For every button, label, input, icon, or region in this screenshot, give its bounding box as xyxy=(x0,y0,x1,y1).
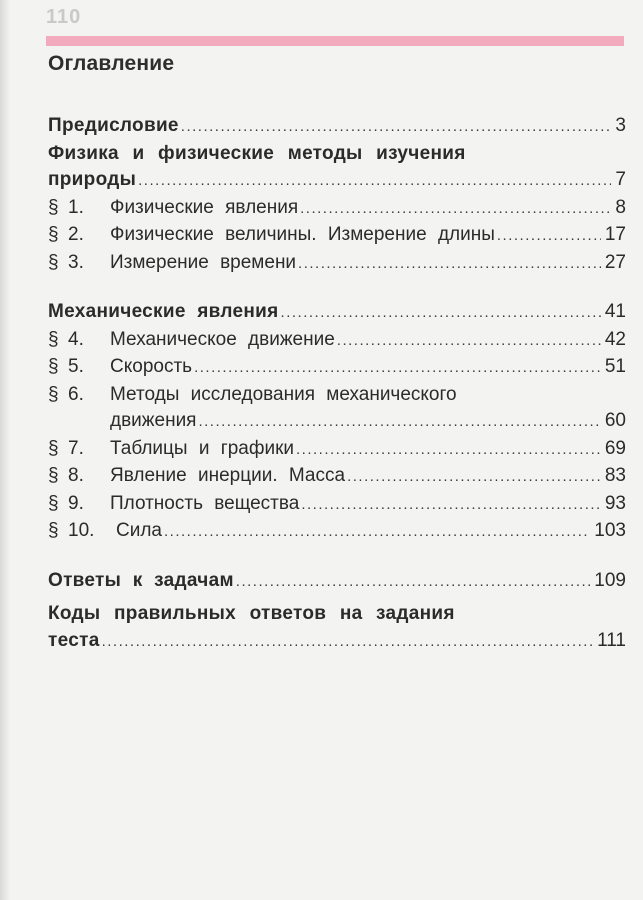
dot-leader xyxy=(347,464,601,491)
section-sign: § xyxy=(48,251,59,273)
section-number: 9. xyxy=(68,492,84,514)
toc-entry-title: Явление инерции. Масса xyxy=(110,465,346,486)
toc-entry-page: 51 xyxy=(604,356,626,377)
dot-leader xyxy=(497,223,601,250)
section-number: 8. xyxy=(68,465,84,486)
toc-entry-mechanics xyxy=(48,299,626,327)
section-number: 7. xyxy=(68,437,84,459)
dot-leader xyxy=(194,355,601,382)
toc-entry-s1 xyxy=(48,195,626,223)
toc-entry-s2 xyxy=(48,222,626,250)
dot-leader xyxy=(337,328,601,355)
section-sign: § xyxy=(48,383,59,405)
toc-entry-physics xyxy=(48,167,626,195)
toc-entry-title: Измерение времени xyxy=(110,251,297,273)
toc-entry-title: Механические явления xyxy=(48,301,279,322)
section-sign: § xyxy=(48,437,59,459)
toc-entry-title: Плотность вещества xyxy=(110,492,300,514)
toc-entry-title: теста xyxy=(48,629,100,651)
dot-leader xyxy=(298,251,601,278)
toc-entry-s4 xyxy=(48,327,626,355)
toc-entry-title: Предисловие xyxy=(48,115,179,136)
toc-entry-page: 60 xyxy=(604,410,626,431)
section-sign: § xyxy=(48,465,59,486)
toc-entry-page: 109 xyxy=(594,569,626,591)
toc-entry-page: 111 xyxy=(597,629,626,651)
toc-entry-page: 27 xyxy=(604,251,626,273)
toc-entry-preface xyxy=(48,113,626,141)
toc-entry-s3 xyxy=(48,250,626,278)
toc-entry-page: 41 xyxy=(604,301,626,322)
toc-entry-s7 xyxy=(48,436,626,464)
toc-entry-page: 8 xyxy=(615,196,626,218)
section-number: 3. xyxy=(68,251,84,273)
toc-entry-s6 xyxy=(48,408,626,436)
toc-entry-title: Сила xyxy=(116,520,162,541)
page-edge-shadow xyxy=(0,0,10,900)
toc-entry-title: Физические величины. Измерение длины xyxy=(110,224,495,245)
toc-entry-page: 69 xyxy=(604,437,626,459)
toc-entry-title: Ответы к задачам xyxy=(48,569,234,591)
section-sign: § xyxy=(48,224,59,245)
toc-entry-s8 xyxy=(48,463,626,491)
toc-entry-title: движения xyxy=(110,410,197,431)
table-of-contents xyxy=(48,113,626,655)
section-sign: § xyxy=(48,196,59,218)
dot-leader xyxy=(138,168,611,195)
toc-entry-page: 42 xyxy=(604,328,626,350)
toc-entry-physics-line1: Физика и физические методы изучения xyxy=(48,142,466,164)
dot-leader xyxy=(296,437,601,464)
toc-entry-answers xyxy=(48,568,626,596)
toc-entry-page: 17 xyxy=(604,224,626,245)
dot-leader xyxy=(102,629,594,656)
toc-entry-s5 xyxy=(48,354,626,382)
dot-leader xyxy=(281,300,601,327)
dot-leader xyxy=(164,519,590,546)
toc-entry-title: Методы исследования механического xyxy=(110,383,457,405)
section-number: 1. xyxy=(68,196,84,218)
toc-entry-title: Физические явления xyxy=(110,196,299,218)
dot-leader xyxy=(301,492,601,519)
section-number: 6. xyxy=(68,383,84,405)
toc-entry-s9 xyxy=(48,491,626,519)
toc-entry-s10 xyxy=(48,518,626,546)
section-number: 5. xyxy=(68,356,84,377)
toc-entry-s6-line1 xyxy=(48,382,626,409)
toc-entry-page: 93 xyxy=(604,492,626,514)
toc-entry-title: Таблицы и графики xyxy=(110,437,294,459)
toc-entry-title: природы xyxy=(48,169,137,190)
toc-entry-codes-line1: Коды правильных ответов на задания xyxy=(48,603,455,624)
section-number: 10. xyxy=(68,520,95,541)
section-number: 2. xyxy=(68,224,84,245)
toc-entry-page: 7 xyxy=(615,169,626,190)
dot-leader xyxy=(236,569,591,596)
section-sign: § xyxy=(48,356,59,377)
dot-leader xyxy=(300,196,611,223)
toc-entry-title: Механическое движение xyxy=(110,328,335,350)
section-sign: § xyxy=(48,492,59,514)
page-number: 110 xyxy=(46,6,82,28)
section-sign: § xyxy=(48,328,59,350)
section-number: 4. xyxy=(68,328,84,350)
toc-entry-page: 83 xyxy=(604,465,626,486)
section-sign: § xyxy=(48,520,59,541)
toc-title: Оглавление xyxy=(48,52,175,75)
header-accent-bar xyxy=(46,36,624,46)
toc-entry-page: 3 xyxy=(615,115,626,136)
toc-entry-codes xyxy=(48,628,626,656)
toc-entry-page: 103 xyxy=(594,520,626,541)
dot-leader xyxy=(181,114,612,141)
dot-leader xyxy=(198,409,600,436)
toc-entry-title: Скорость xyxy=(110,356,193,377)
